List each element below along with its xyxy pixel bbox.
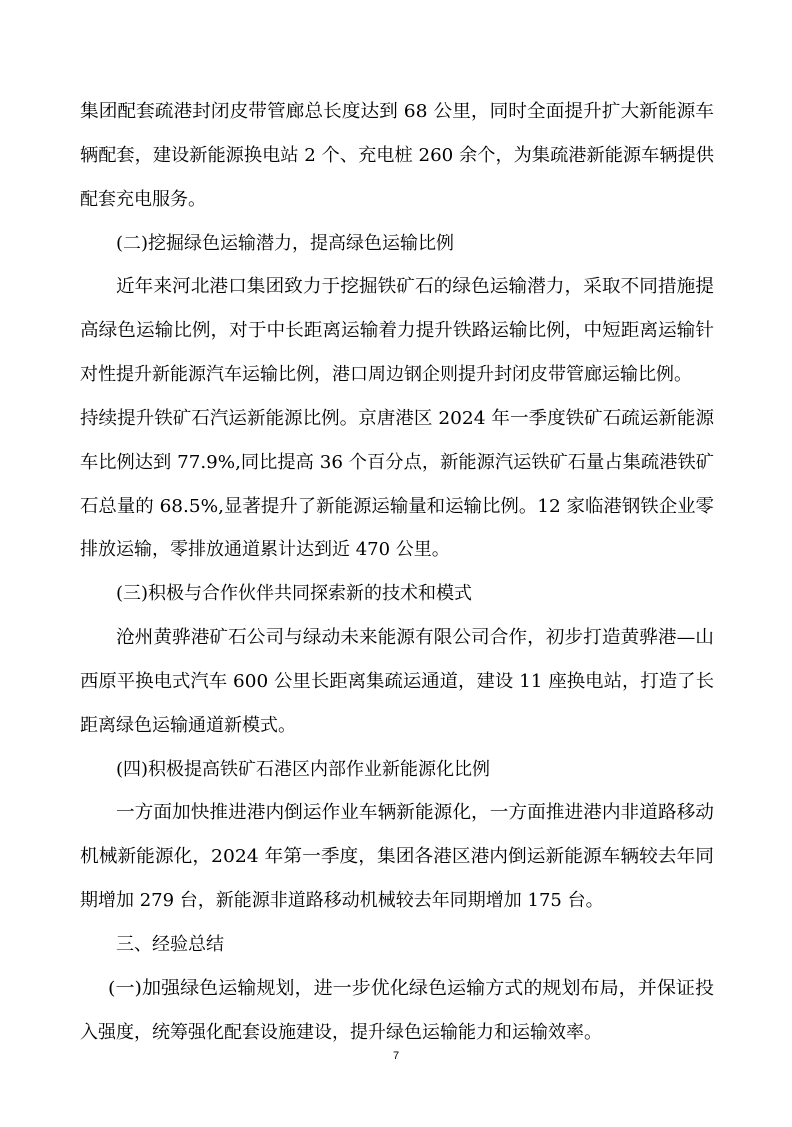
text-line-content: (一)加强绿色运输规划，进一步优化绿色运输方式的规划布局，并保证投 [108, 978, 715, 999]
text-line [0, 708, 792, 744]
text-line-content: 距离绿色运输通道新模式。 [80, 715, 296, 736]
text-line-content: 辆配套，建设新能源换电站 2 个、充电桩 260 余个，为集疏港新能源车辆提供 [80, 145, 714, 166]
section-heading [0, 576, 792, 612]
text-line-content: 期增加 279 台，新能源非道路移动机械较去年同期增加 175 台。 [80, 890, 604, 911]
text-line-content: 沧州黄骅港矿石公司与绿动未来能源有限公司合作，初步打造黄骅港—山 [116, 627, 715, 648]
text-line [0, 664, 792, 700]
section-heading-text: (三)积极与合作伙伴共同探索新的技术和模式 [116, 583, 473, 604]
page-number: 7 [392, 1050, 400, 1062]
text-line [0, 94, 792, 130]
text-line-content: 配套充电服务。 [80, 189, 206, 210]
text-line [0, 532, 792, 568]
text-line [0, 489, 792, 525]
text-line [0, 1015, 792, 1051]
text-line [0, 401, 792, 437]
text-line [0, 313, 792, 349]
text-line-content: 高绿色运输比例，对于中长距离运输着力提升铁路运输比例，中短距离运输针 [80, 320, 714, 341]
section-heading-text: (二)挖掘绿色运输潜力，提高绿色运输比例 [116, 233, 455, 254]
text-line-content: 车比例达到 77.9%,同比提高 36 个百分点，新能源汽运铁矿石量占集疏港铁矿 [80, 452, 714, 473]
text-line [0, 795, 792, 831]
section-heading-text: (四)积极提高铁矿石港区内部作业新能源化比例 [116, 759, 491, 780]
text-line [0, 971, 792, 1007]
text-line-content: 一方面加快推进港内倒运作业车辆新能源化，一方面推进港内非道路移动 [116, 802, 715, 823]
text-line [0, 620, 792, 656]
text-line-content: 石总量的 68.5%,显著提升了新能源运输量和运输比例。12 家临港钢铁企业零 [80, 496, 714, 517]
chapter-heading-text: 三、经验总结 [116, 934, 224, 955]
text-line [0, 138, 792, 174]
text-line-content: 近年来河北港口集团致力于挖掘铁矿石的绿色运输潜力，采取不同措施提 [116, 276, 715, 297]
text-line-content: 入强度，统筹强化配套设施建设，提升绿色运输能力和运输效率。 [80, 1022, 602, 1043]
text-line-content: 排放运输，零排放通道累计达到近 470 公里。 [80, 539, 450, 560]
chapter-heading [0, 927, 792, 963]
text-line [0, 445, 792, 481]
text-line [0, 269, 792, 305]
text-line [0, 883, 792, 919]
text-line [0, 357, 792, 393]
section-heading [0, 226, 792, 262]
text-line [0, 839, 792, 875]
text-line-content: 集团配套疏港封闭皮带管廊总长度达到 68 公里，同时全面提升扩大新能源车 [80, 101, 714, 122]
text-line-content: 机械新能源化，2024 年第一季度，集团各港区港内倒运新能源车辆较去年同 [80, 846, 714, 867]
text-line-content: 持续提升铁矿石汽运新能源比例。京唐港区 2024 年一季度铁矿石疏运新能源 [80, 408, 715, 429]
text-line-content: 西原平换电式汽车 600 公里长距离集疏运通道，建设 11 座换电站，打造了长 [80, 671, 714, 692]
text-line-content: 对性提升新能源汽车运输比例，港口周边钢企则提升封闭皮带管廊运输比例。 [80, 364, 692, 385]
text-line [0, 182, 792, 218]
section-heading [0, 752, 792, 788]
